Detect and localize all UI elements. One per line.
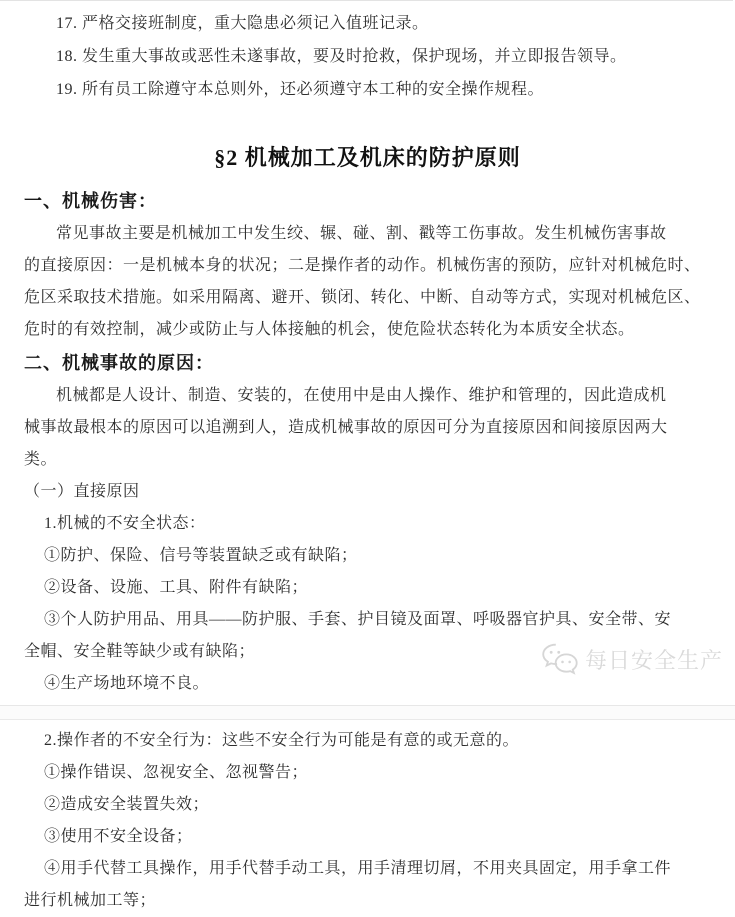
item-heading-unsafe-state: 1.机械的不安全状态： bbox=[44, 515, 206, 532]
list-item-line: 进行机械加工等； bbox=[24, 892, 157, 909]
heading-accident-causes: 二、机械事故的原因： bbox=[24, 353, 214, 373]
page-separator bbox=[0, 705, 735, 720]
list-item-line: ④用手代替工具操作，用手代替手动工具，用手清理切屑，不用夹具固定，用手拿工件 bbox=[44, 860, 672, 877]
rule-line: 17. 严格交接班制度，重大隐患必须记入值班记录。 bbox=[56, 15, 429, 32]
rule-line: 19. 所有员工除遵守本总则外，还必须遵守本工种的安全操作规程。 bbox=[56, 81, 545, 98]
list-item-line: ①防护、保险、信号等装置缺乏或有缺陷； bbox=[44, 547, 358, 564]
heading-mechanical-injury: 一、机械伤害： bbox=[24, 191, 157, 211]
item-heading-unsafe-behavior: 2.操作者的不安全行为：这些不安全行为可能是有意的或无意的。 bbox=[44, 732, 520, 749]
paragraph-line: 危时的有效控制，减少或防止与人体接触的机会，使危险状态转化为本质安全状态。 bbox=[24, 321, 635, 338]
subheading-direct-cause: （一）直接原因 bbox=[24, 483, 140, 500]
list-item-line: 全帽、安全鞋等缺少或有缺陷； bbox=[24, 643, 256, 660]
list-item-line: ③个人防护用品、用具——防护服、手套、护目镜及面罩、呼吸器官护具、安全带、安 bbox=[44, 611, 672, 628]
section-title: §2 机械加工及机床的防护原则 bbox=[214, 145, 521, 170]
document-body bbox=[24, 7, 711, 917]
paragraph-line: 危区采取技术措施。如采用隔离、避开、锁闭、转化、中断、自动等方式，实现对机械危区、 bbox=[24, 289, 701, 306]
list-item-line: ④生产场地环境不良。 bbox=[44, 675, 210, 692]
watermark-text: 每日安全生产 bbox=[584, 647, 723, 673]
list-item-line: ②造成安全装置失效； bbox=[44, 796, 210, 813]
paragraph-line: 类。 bbox=[24, 451, 58, 468]
list-item-line: ②设备、设施、工具、附件有缺陷； bbox=[44, 579, 309, 596]
paragraph-line: 常见事故主要是机械加工中发生绞、辗、碰、割、戳等工伤事故。发生机械伤害事故 bbox=[56, 225, 667, 242]
paragraph-line: 械事故最根本的原因可以追溯到人，造成机械事故的原因可分为直接原因和间接原因两大 bbox=[24, 419, 668, 436]
list-item-line: ①操作错误、忽视安全、忽视警告； bbox=[44, 764, 309, 781]
rule-line: 18. 发生重大事故或恶性未遂事故，要及时抢救，保护现场，并立即报告领导。 bbox=[56, 48, 627, 65]
paragraph-line: 的直接原因：一是机械本身的状况；二是操作者的动作。机械伤害的预防，应针对机械危时、 bbox=[24, 257, 701, 274]
list-item-line: ③使用不安全设备； bbox=[44, 828, 193, 845]
paragraph-line: 机械都是人设计、制造、安装的，在使用中是由人操作、维护和管理的，因此造成机 bbox=[56, 387, 667, 404]
